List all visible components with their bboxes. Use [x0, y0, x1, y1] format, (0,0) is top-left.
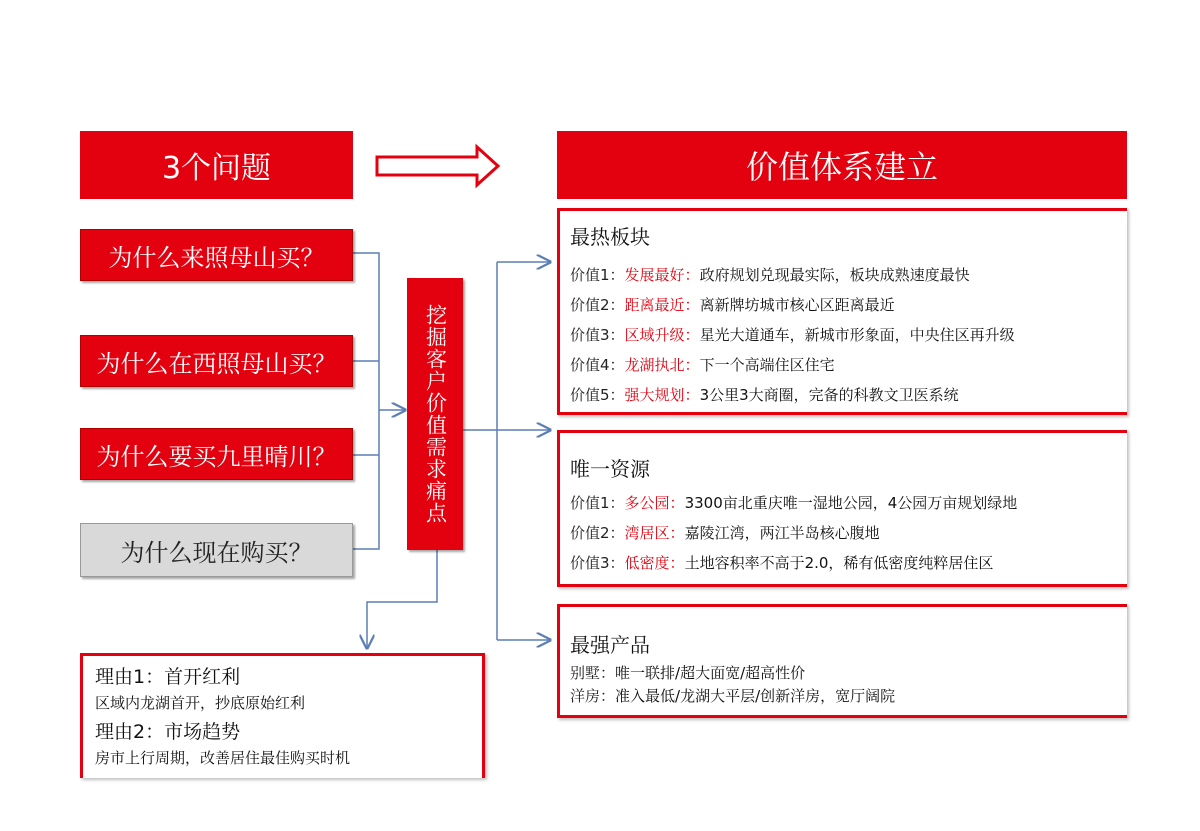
question-box-now [80, 523, 353, 577]
product-row: 别墅：唯一联排/超大面宽/超高性价 [570, 664, 806, 682]
panel1-title: 最热板块 [570, 225, 650, 249]
center-pain-point-box [407, 278, 463, 550]
right-arrow-icon [377, 147, 498, 185]
reason2-desc: 房市上行周期，改善居住最佳购买时机 [95, 749, 351, 767]
value-highlight: 距离最近： [624, 296, 700, 314]
panel-hottest-sector [557, 208, 1127, 415]
panel-strongest-product [557, 604, 1127, 718]
value-highlight: 低密度： [624, 554, 685, 572]
value-row: 价值5：强大规划：3公里3大商圈，完备的科教文卫医系统 [570, 386, 959, 404]
left-header [80, 131, 353, 199]
question-label: 为什么现在购买？ [120, 538, 313, 567]
question-box [80, 428, 353, 480]
panel3-title: 最强产品 [570, 633, 650, 657]
reason2-title: 理由2：市场趋势 [95, 721, 241, 743]
reasons-box [80, 653, 485, 778]
center-pain-point-label: 挖掘客户价值需求痛点 [423, 304, 448, 524]
bracket-line [353, 253, 379, 549]
value-row: 价值3：低密度：土地容积率不高于2.0，稀有低密度纯粹居住区 [570, 554, 994, 572]
panel-unique-resource [557, 430, 1127, 587]
value-row: 价值1：发展最好：政府规划兑现最实际，板块成熟速度最快 [570, 266, 970, 284]
value-highlight: 龙湖执北： [624, 356, 700, 374]
value-highlight: 区域升级： [624, 326, 700, 344]
value-row: 价值3：区域升级：星光大道通车，新城市形象面，中央住区再升级 [570, 326, 1015, 344]
value-highlight: 湾居区： [624, 524, 685, 542]
value-row: 价值4：龙湖执北：下一个高端住区住宅 [570, 356, 835, 374]
value-row: 价值2：距离最近：离新牌坊城市核心区距离最近 [570, 296, 895, 314]
reason1-desc: 区域内龙湖首开，抄底原始红利 [95, 694, 306, 712]
question-box [80, 335, 353, 387]
question-label: 为什么来照母山买？ [108, 243, 325, 272]
question-box [80, 229, 353, 281]
question-label: 为什么要买九里晴川？ [96, 442, 337, 471]
value-highlight: 发展最好： [624, 266, 700, 284]
product-row: 洋房：准入最低/龙湖大平层/创新洋房，宽厅阔院 [570, 687, 896, 705]
question-label: 为什么在西照母山买？ [96, 349, 337, 378]
right-header [557, 131, 1127, 199]
left-header-label: 3个问题 [161, 151, 272, 186]
value-highlight: 强大规划： [624, 386, 700, 404]
reason1-title: 理由1：首开红利 [95, 666, 241, 688]
value-row: 价值1：多公园：3300亩北重庆唯一湿地公园，4公园万亩规划绿地 [570, 494, 1018, 512]
arrow-to-reasons [367, 550, 437, 648]
value-highlight: 多公园： [624, 494, 685, 512]
value-row: 价值2：湾居区：嘉陵江湾，两江半岛核心腹地 [570, 524, 880, 542]
right-header-label: 价值体系建立 [745, 148, 938, 186]
panel2-title: 唯一资源 [570, 457, 650, 481]
